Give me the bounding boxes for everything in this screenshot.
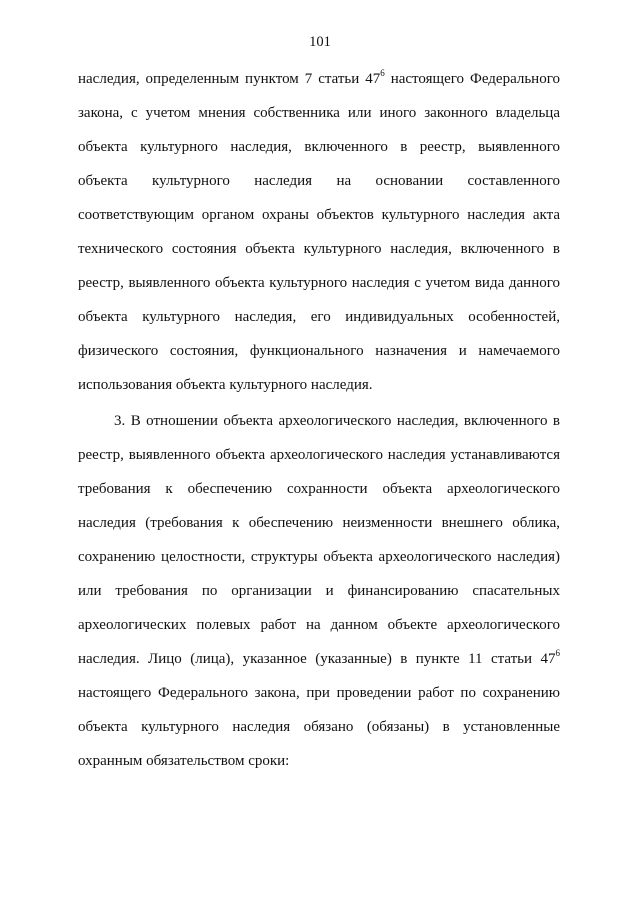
text-line: соответствующим органом охраны объектов культурного наследия акта: [78, 207, 560, 223]
paragraph-archaeological-heritage: [78, 404, 560, 778]
text-line: наследия (требования к обеспечению неизменности внешнего облика,: [78, 515, 560, 531]
text-line: физического состояния, функционального назначения и намечаемого: [78, 343, 560, 359]
text-line: 3. В отношении объекта археологического наследия, включенного в: [114, 413, 560, 429]
text-line: требования к обеспечению сохранности объекта археологического: [78, 481, 560, 497]
text-line: реестр, выявленного объекта археологического наследия устанавливаются: [78, 447, 560, 463]
superscript: 6: [555, 648, 560, 658]
text-line: закона, с учетом мнения собственника или иного законного владельца: [78, 105, 560, 121]
text-line: объекта культурного наследия на основании составленного: [78, 173, 560, 189]
text-line: археологических полевых работ на данном объекте археологического: [78, 617, 560, 633]
text-line: использования объекта культурного наследия.: [78, 377, 373, 393]
page-number: 101: [309, 34, 331, 50]
text-line: объекта культурного наследия, включенного в реестр, выявленного: [78, 139, 560, 155]
paragraph-heritage-requirements: [78, 62, 560, 402]
text-line: технического состояния объекта культурного наследия, включенного в: [78, 241, 560, 257]
text-line: объекта культурного наследия, его индивидуальных особенностей,: [78, 309, 560, 325]
text-line: объекта культурного наследия обязано (обязаны) в установленные: [78, 719, 560, 735]
text-line: реестр, выявленного объекта культурного наследия с учетом вида данного: [78, 275, 560, 291]
text-line: сохранению целостности, структуры объекта археологического наследия): [78, 549, 560, 565]
text-line: настоящего Федерального закона, при проведении работ по сохранению: [78, 685, 560, 701]
text-line: наследия, определенным пунктом 7 статьи $47^6$ настоящего Федерального: [78, 68, 560, 87]
text-line: наследия. Лицо (лица), указанное (указанные) в пункте 11 статьи $47^6$: [78, 648, 560, 667]
text-line: охранным обязательством сроки:: [78, 753, 290, 769]
text-line: или требования по организации и финансированию спасательных: [78, 583, 560, 599]
superscript: 6: [380, 68, 385, 78]
